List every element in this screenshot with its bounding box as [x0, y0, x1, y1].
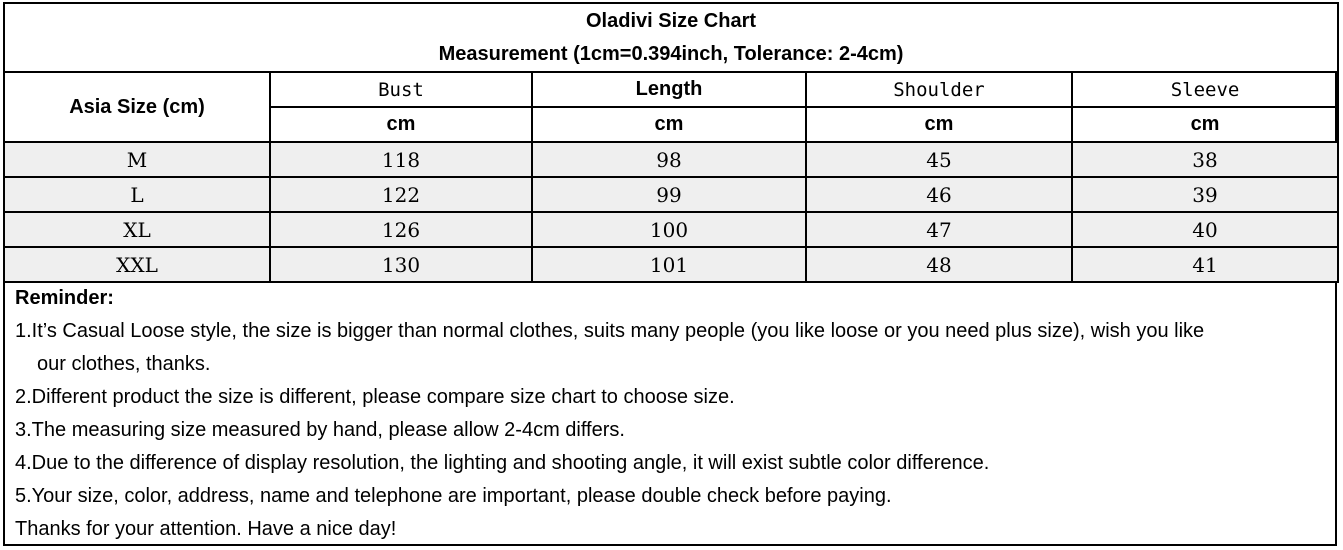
asia-size-header: Asia Size (cm) — [4, 72, 270, 142]
size-table — [3, 2, 1339, 283]
size-label: XXL — [4, 247, 270, 282]
length-value: 98 — [532, 142, 806, 177]
unit-sleeve: cm — [1072, 107, 1338, 142]
bust-value: 126 — [270, 212, 532, 247]
table-row — [4, 247, 1338, 282]
column-header-length: Length — [532, 72, 806, 107]
bust-value: 122 — [270, 177, 532, 212]
shoulder-value: 46 — [806, 177, 1072, 212]
length-value: 99 — [532, 177, 806, 212]
sleeve-value: 39 — [1072, 177, 1338, 212]
size-label: L — [4, 177, 270, 212]
table-title — [4, 3, 1338, 72]
bust-value: 118 — [270, 142, 532, 177]
closing-message: Thanks for your attention. Have a nice day! — [15, 518, 397, 540]
table-row — [4, 142, 1338, 177]
sleeve-value: 41 — [1072, 247, 1338, 282]
reminder-item-2: 2.Different product the size is different, please compare size chart to choose size. — [15, 386, 735, 408]
size-label: XL — [4, 212, 270, 247]
chart-title: Oladivi Size Chart — [585, 9, 757, 32]
reminder-title: Reminder: — [15, 287, 114, 309]
column-header-bust: Bust — [270, 72, 532, 107]
column-header-shoulder: Shoulder — [806, 72, 1072, 107]
shoulder-value: 47 — [806, 212, 1072, 247]
bust-value: 130 — [270, 247, 532, 282]
shoulder-value: 45 — [806, 142, 1072, 177]
table-row — [4, 212, 1338, 247]
reminder-item-4: 4.Due to the difference of display resolution, the lighting and shooting angle, it will exist subtle color difference. — [15, 452, 990, 474]
column-header-sleeve: Sleeve — [1072, 72, 1338, 107]
unit-length: cm — [532, 107, 806, 142]
reminder-item-1: 1.It’s Casual Loose style, the size is bigger than normal clothes, suits many people (you like loose or you need plus size), wish you like — [15, 320, 1205, 342]
reminder-section — [5, 282, 1335, 544]
table-row — [4, 177, 1338, 212]
length-value: 100 — [532, 212, 806, 247]
reminder-item-5: 5.Your size, color, address, name and telephone are important, please double check before paying. — [15, 485, 892, 507]
size-label: M — [4, 142, 270, 177]
unit-bust: cm — [270, 107, 532, 142]
measurement-note: Measurement (1cm=0.394inch, Tolerance: 2-4cm) — [438, 42, 904, 65]
length-value: 101 — [532, 247, 806, 282]
unit-shoulder: cm — [806, 107, 1072, 142]
sleeve-value: 38 — [1072, 142, 1338, 177]
reminder-item-1-continued: our clothes, thanks. — [37, 353, 211, 375]
shoulder-value: 48 — [806, 247, 1072, 282]
reminder-item-3: 3.The measuring size measured by hand, please allow 2-4cm differs. — [15, 419, 625, 441]
sleeve-value: 40 — [1072, 212, 1338, 247]
